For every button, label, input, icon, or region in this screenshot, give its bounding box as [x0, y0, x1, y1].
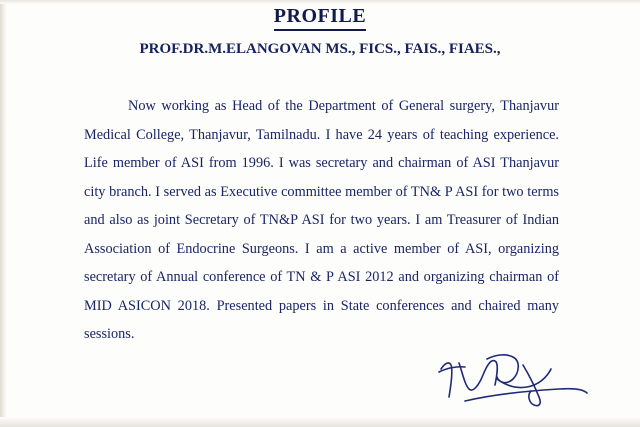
- page-title: [0, 5, 640, 31]
- page-bottom-edge-shadow: [0, 417, 640, 427]
- page-top-edge-shadow: [0, 0, 640, 4]
- page-left-edge-shadow: [0, 0, 7, 427]
- page-title-text: PROFILE: [274, 5, 366, 31]
- profile-paragraph: Now working as Head of the Department of General surgery, Thanjavur Medical College, Thanjavur, Tamilnadu. I have 24 years of teaching experience. Life member of ASI from 1996. I was secretary and chairman of ASI Thanjavur city branch. I served as Executive committee member of TN& P ASI for two terms and also as joint Secretary of TN&P ASI for two years. I am Treasurer of Indian Association of Endocrine Surgeons. I am a active member of ASI, organizing secretary of Annual conference of TN & P ASI 2012 and organizing chairman of MID ASICON 2018. Presented papers in State conferences and chaired many sessions.: [84, 98, 559, 342]
- author-name-heading: PROF.DR.M.ELANGOVAN MS., FICS., FAIS., FIAES.,: [139, 41, 501, 57]
- signature-icon: [435, 345, 595, 415]
